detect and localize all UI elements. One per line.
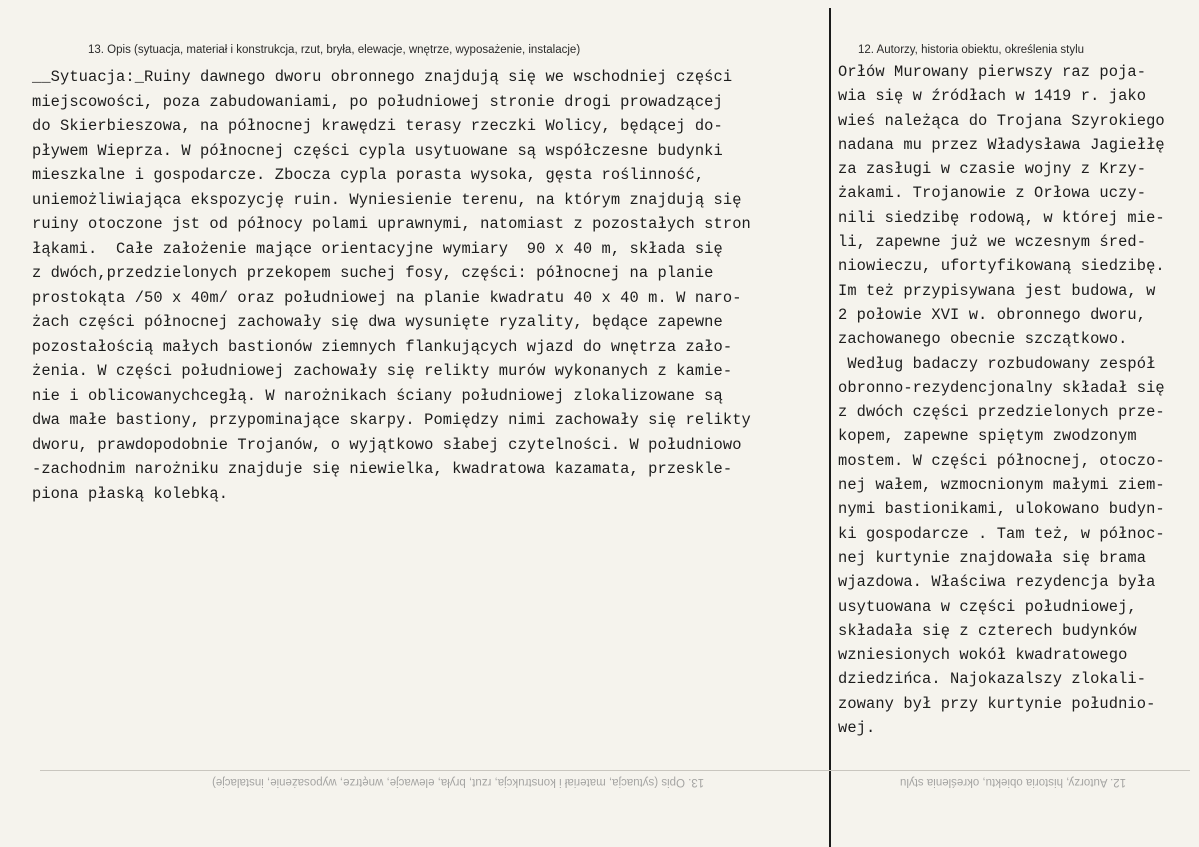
text-line: li, zapewne już we wczesnym śred- [838, 233, 1147, 252]
description-text-block [32, 65, 751, 506]
text-line: wzniesionych wokół kwadratowego [838, 646, 1128, 665]
text-line: nie i oblicowanychcegłą. W narożnikach ściany południowej zlokalizowane są [32, 386, 723, 405]
text-line: wjazdowa. Właściwa rezydencja była [838, 573, 1156, 592]
text-line: nadana mu przez Władysława Jagiełłę [838, 135, 1165, 154]
text-line: łąkami. Całe założenie mające orientacyjne wymiary 90 x 40 m, składa się [32, 239, 723, 258]
text-line: żach części północnej zachowały się dwa wysunięte ryzality, będące zapewne [32, 313, 723, 331]
history-text-block [838, 60, 1165, 740]
description-section-header: 13. Opis (sytuacja, materiał i konstrukcja, rzut, bryła, elewacje, wnętrze, wyposażenie, instalacje) [88, 44, 581, 56]
text-line: nili siedzibę rodową, w której mie- [838, 208, 1165, 227]
text-line: żakami. Trojanowie z Orłowa uczy- [838, 184, 1147, 203]
text-line: 2 połowie XVI w. obronnego dworu, [838, 305, 1147, 324]
text-line: Orłów Murowany pierwszy raz poja- [838, 63, 1147, 81]
text-line: nej kurtynie znajdowała się brama [838, 548, 1147, 567]
text-line: pływem Wieprza. W północnej części cypla usytuowane są współczesne budynki [32, 141, 723, 160]
text-line: prostokąta /50 x 40m/ oraz południowej na planie kwadratu 40 x 40 m. W naro- [32, 288, 742, 307]
text-line: Według badaczy rozbudowany zespół [838, 354, 1156, 373]
text-line: -zachodnim narożniku znajduje się niewielka, kwadratowa kazamata, przeskle- [32, 460, 733, 478]
text-line: __Sytuacja:_Ruiny dawnego dworu obronnego znajdują się we wschodniej części [32, 68, 733, 86]
text-line: dworu, prawdopodobnie Trojanów, o wyjątkowo słabej czytelności. W południowo [32, 435, 742, 454]
bottom-divider [40, 770, 1190, 771]
text-line: dziedzińca. Najokazalszy zlokali- [838, 670, 1147, 689]
show-through-history-header: 12. Autorzy, historia obiektu, określenia stylu [900, 776, 1127, 788]
text-line: ki gospodarcze . Tam też, w północ- [838, 524, 1165, 543]
text-line: obronno-rezydencjonalny składał się [838, 378, 1165, 397]
text-line: nymi bastionikami, ulokowano budyn- [838, 500, 1165, 519]
text-line: do Skierbieszowa, na północnej krawędzi terasy rzeczki Wolicy, będącej do- [32, 117, 723, 135]
text-line: niowieczu, ufortyfikowaną siedzibę. [838, 257, 1165, 276]
text-line: Im też przypisywana jest budowa, w [838, 281, 1156, 300]
text-line: wej. [838, 719, 876, 738]
text-line: uniemożliwiająca ekspozycję ruin. Wyniesienie terenu, na którym znajdują się [32, 190, 742, 209]
column-divider [829, 8, 831, 847]
text-line: składała się z czterech budynków [838, 621, 1137, 640]
text-line: piona płaską kolebką. [32, 484, 229, 503]
text-line: zachowanego obecnie szczątkowo. [838, 330, 1128, 349]
text-line: mieszkalne i gospodarcze. Zbocza cypla porasta wysoka, gęsta roślinność, [32, 166, 705, 184]
text-line: miejscowości, poza zabudowaniami, po południowej stronie drogi prowadzącej [32, 92, 723, 111]
history-section-header: 12. Autorzy, historia obiektu, określenia stylu [858, 44, 1085, 56]
text-line: z dwóch części przedzielonych prze- [838, 403, 1165, 422]
text-line: wia się w źródłach w 1419 r. jako [838, 87, 1147, 106]
text-line: zowany był przy kurtynie południo- [838, 694, 1156, 713]
text-line: dwa małe bastiony, przypominające skarpy. Pomiędzy nimi zachowały się relikty [32, 411, 751, 429]
show-through-description-header: 13. Opis (sytuacja, materiał i konstrukcja, rzut, bryła, elewacje, wnętrze, wyposażenie, instalacje) [212, 776, 705, 788]
text-line: usytuowana w części południowej, [838, 597, 1137, 616]
text-line: kopem, zapewne spiętym zwodzonym [838, 427, 1137, 446]
text-line: ruiny otoczone jst od północy polami uprawnymi, natomiast z pozostałych stron [32, 215, 751, 233]
text-line: za zasługi w czasie wojny z Krzy- [838, 160, 1147, 179]
text-line: pozostałością małych bastionów ziemnych flankujących wjazd do wnętrza zało- [32, 337, 733, 356]
text-line: mostem. W części północnej, otoczo- [838, 451, 1165, 470]
text-line: nej wałem, wzmocnionym małymi ziem- [838, 476, 1165, 495]
text-line: z dwóch,przedzielonych przekopem suchej fosy, części: północnej na planie [32, 264, 714, 282]
text-line: żenia. W części południowej zachowały się relikty murów wykonanych z kamie- [32, 362, 733, 380]
text-line: wieś należąca do Trojana Szyrokiego [838, 111, 1165, 130]
